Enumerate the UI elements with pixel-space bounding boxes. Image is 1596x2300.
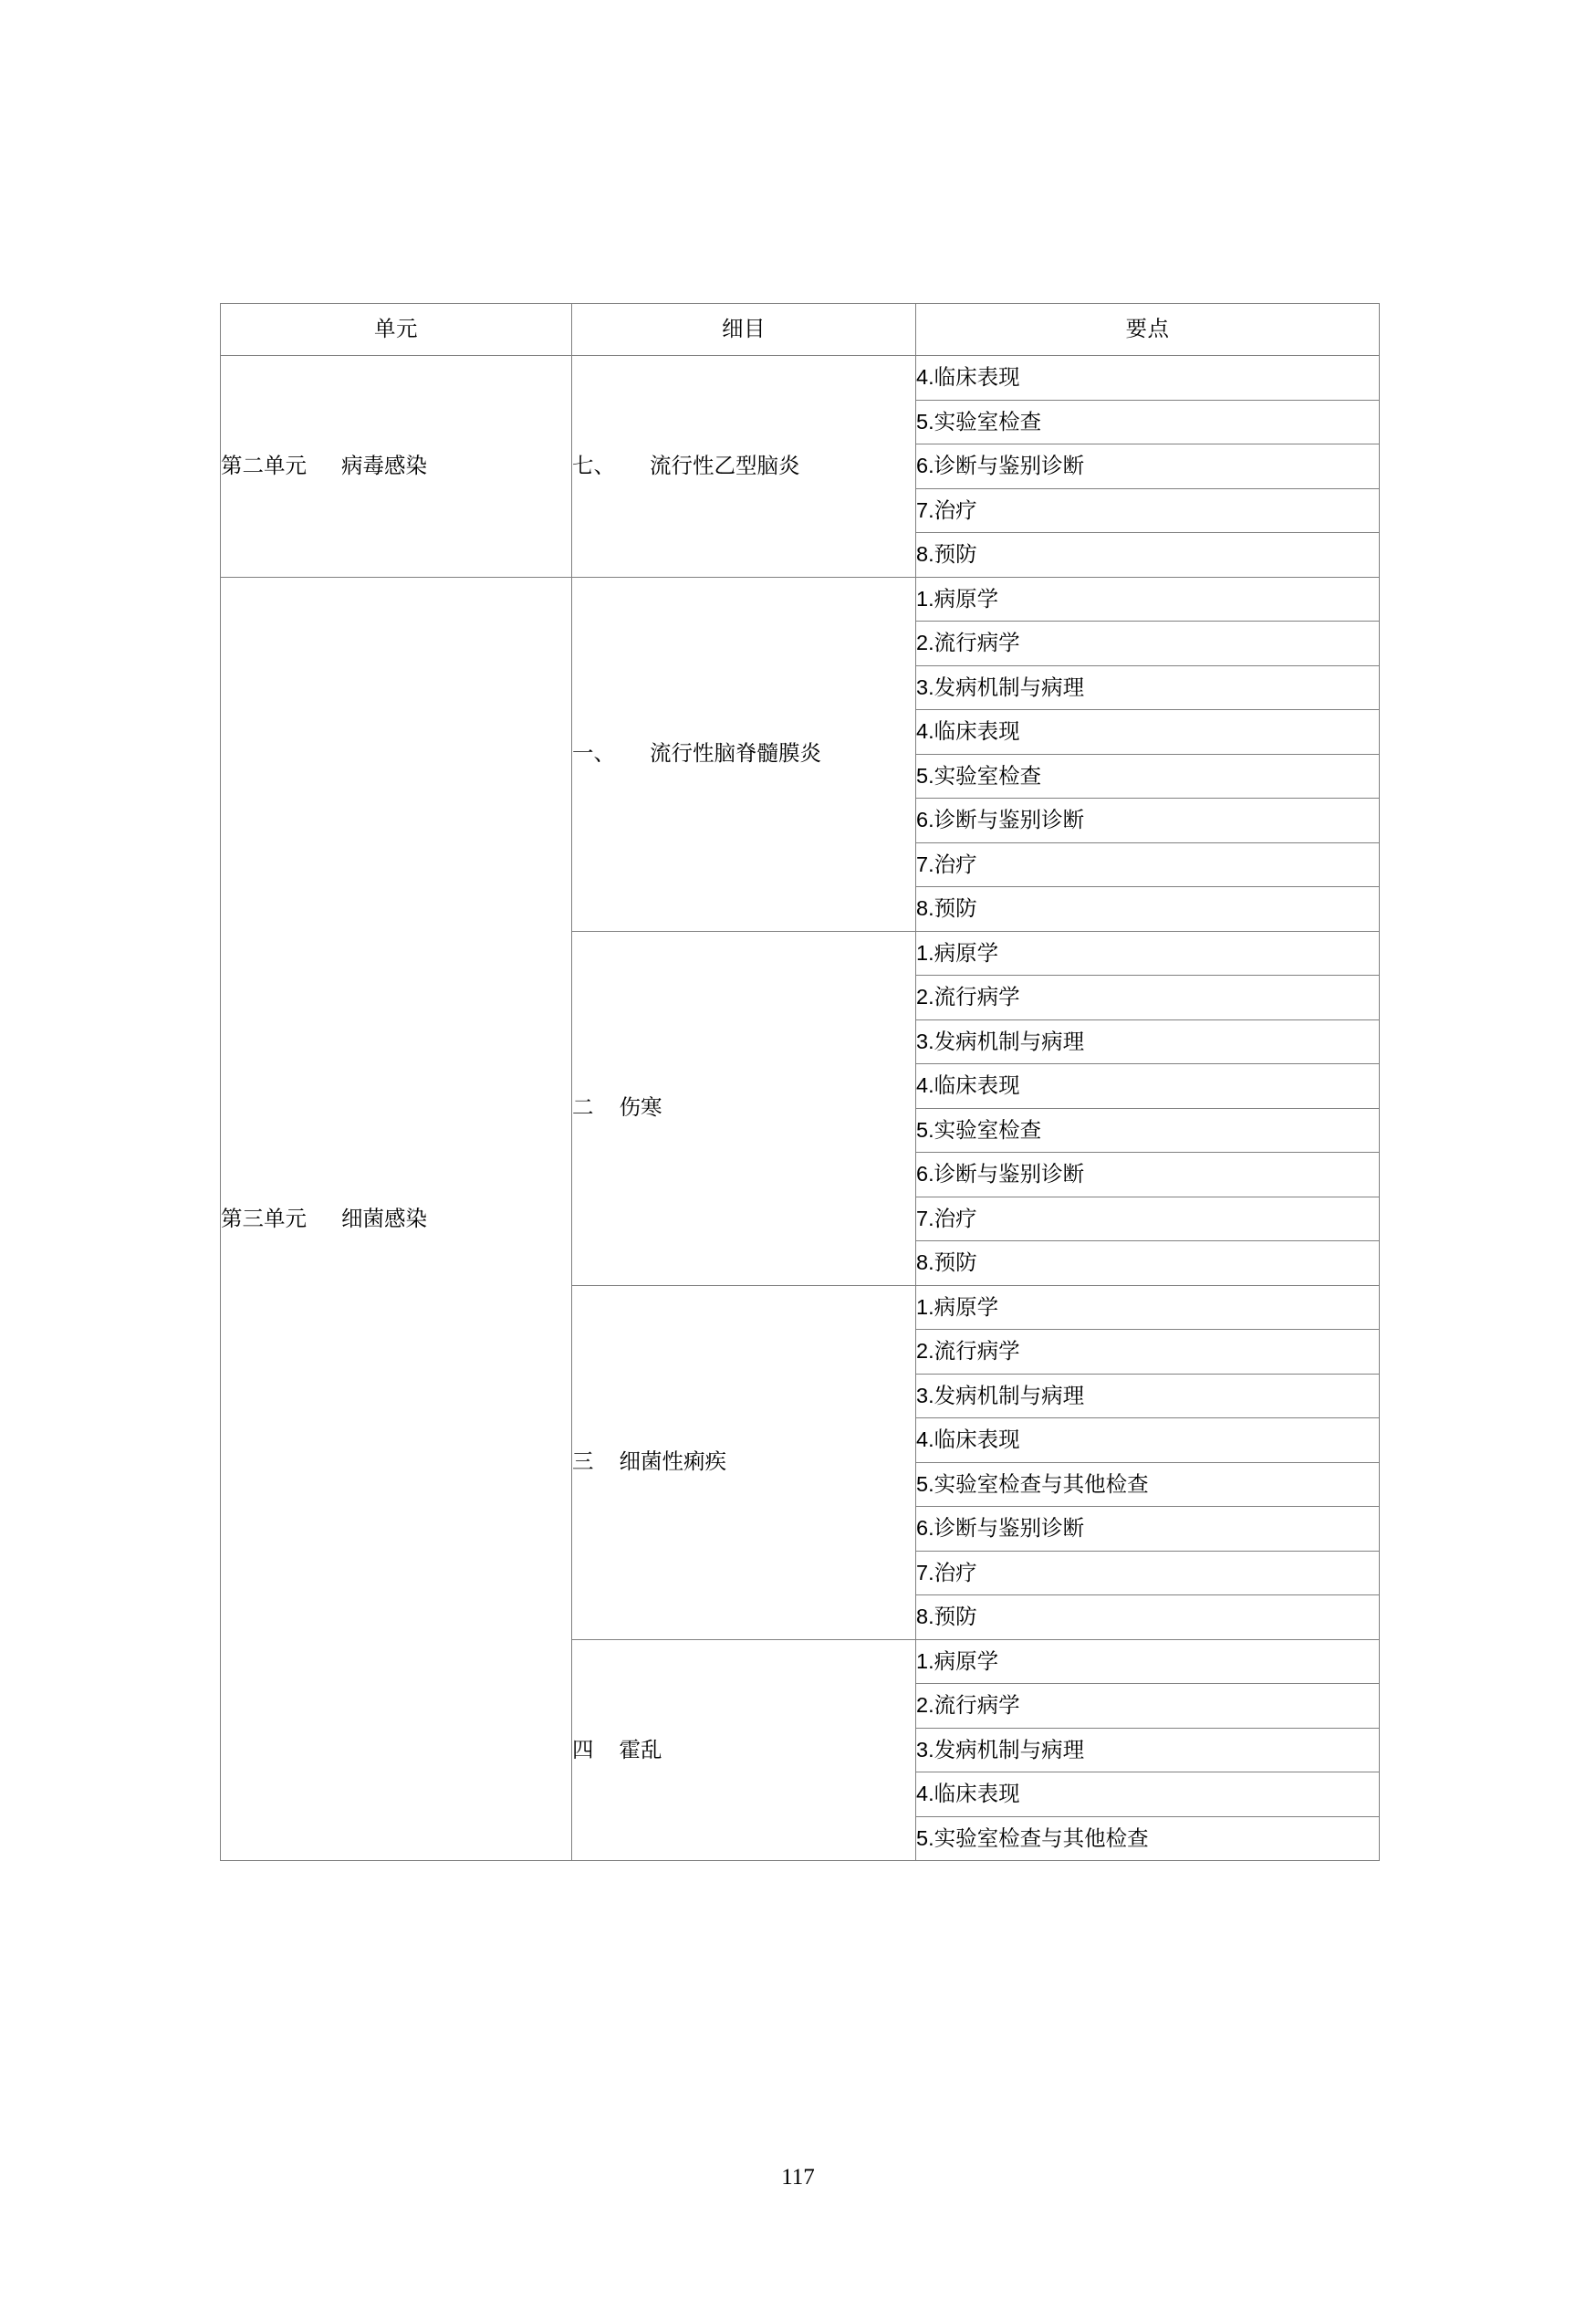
unit-cell — [221, 356, 572, 578]
detail-number: 七、 — [572, 454, 615, 478]
point-cell: 8.预防 — [916, 1595, 1380, 1640]
point-cell: 2.流行病学 — [916, 1684, 1380, 1729]
point-cell: 8.预防 — [916, 533, 1380, 578]
point-cell: 3.发病机制与病理 — [916, 1728, 1380, 1772]
detail-number: 四 — [572, 1737, 594, 1762]
unit-label: 第二单元 — [221, 454, 307, 478]
point-cell: 4.临床表现 — [916, 1418, 1380, 1463]
table-row — [221, 356, 1380, 401]
page-number: 117 — [781, 2165, 815, 2190]
unit-title: 病毒感染 — [341, 454, 427, 478]
point-cell: 3.发病机制与病理 — [916, 665, 1380, 710]
column-header-detail: 细目 — [572, 304, 916, 356]
point-cell: 4.临床表现 — [916, 1772, 1380, 1817]
syllabus-table-container — [220, 303, 1379, 1861]
point-cell: 7.治疗 — [916, 842, 1380, 887]
detail-cell — [572, 577, 916, 931]
detail-name: 伤寒 — [619, 1095, 662, 1120]
detail-number: 二 — [572, 1095, 594, 1120]
detail-cell — [572, 356, 916, 578]
point-cell: 7.治疗 — [916, 1197, 1380, 1241]
syllabus-table — [220, 303, 1380, 1861]
point-cell: 2.流行病学 — [916, 976, 1380, 1020]
point-cell: 3.发病机制与病理 — [916, 1374, 1380, 1418]
point-cell: 6.诊断与鉴别诊断 — [916, 1153, 1380, 1197]
detail-number: 三 — [572, 1449, 594, 1474]
detail-name: 流行性乙型脑炎 — [650, 454, 800, 478]
point-cell: 2.流行病学 — [916, 1330, 1380, 1375]
point-cell: 1.病原学 — [916, 1285, 1380, 1330]
point-cell: 5.实验室检查 — [916, 754, 1380, 799]
table-row — [221, 577, 1380, 622]
detail-name: 流行性脑脊髓膜炎 — [650, 741, 821, 766]
point-cell: 5.实验室检查与其他检查 — [916, 1816, 1380, 1861]
point-cell: 4.临床表现 — [916, 1064, 1380, 1109]
table-header — [221, 304, 1380, 356]
point-cell: 3.发病机制与病理 — [916, 1019, 1380, 1064]
point-cell: 5.实验室检查与其他检查 — [916, 1462, 1380, 1507]
detail-name: 霍乱 — [619, 1737, 662, 1762]
column-header-point: 要点 — [916, 304, 1380, 356]
unit-title: 细菌感染 — [341, 1206, 427, 1230]
detail-cell — [572, 1285, 916, 1639]
point-cell: 2.流行病学 — [916, 622, 1380, 666]
point-cell: 5.实验室检查 — [916, 1108, 1380, 1153]
point-cell: 7.治疗 — [916, 488, 1380, 533]
point-cell: 6.诊断与鉴别诊断 — [916, 1507, 1380, 1552]
point-cell: 6.诊断与鉴别诊断 — [916, 799, 1380, 843]
column-header-unit: 单元 — [221, 304, 572, 356]
point-cell: 8.预防 — [916, 887, 1380, 932]
point-cell: 5.实验室检查 — [916, 400, 1380, 444]
detail-number: 一、 — [572, 741, 615, 766]
table-body — [221, 356, 1380, 1861]
detail-cell — [572, 931, 916, 1285]
point-cell: 1.病原学 — [916, 931, 1380, 976]
point-cell: 1.病原学 — [916, 1639, 1380, 1684]
point-cell: 6.诊断与鉴别诊断 — [916, 444, 1380, 489]
detail-name: 细菌性痢疾 — [619, 1449, 726, 1474]
point-cell: 8.预防 — [916, 1241, 1380, 1286]
unit-label: 第三单元 — [221, 1206, 307, 1230]
point-cell: 7.治疗 — [916, 1551, 1380, 1595]
point-cell: 1.病原学 — [916, 577, 1380, 622]
unit-cell — [221, 577, 572, 1861]
point-cell: 4.临床表现 — [916, 356, 1380, 401]
detail-cell — [572, 1639, 916, 1861]
table-header-row — [221, 304, 1380, 356]
point-cell: 4.临床表现 — [916, 710, 1380, 755]
